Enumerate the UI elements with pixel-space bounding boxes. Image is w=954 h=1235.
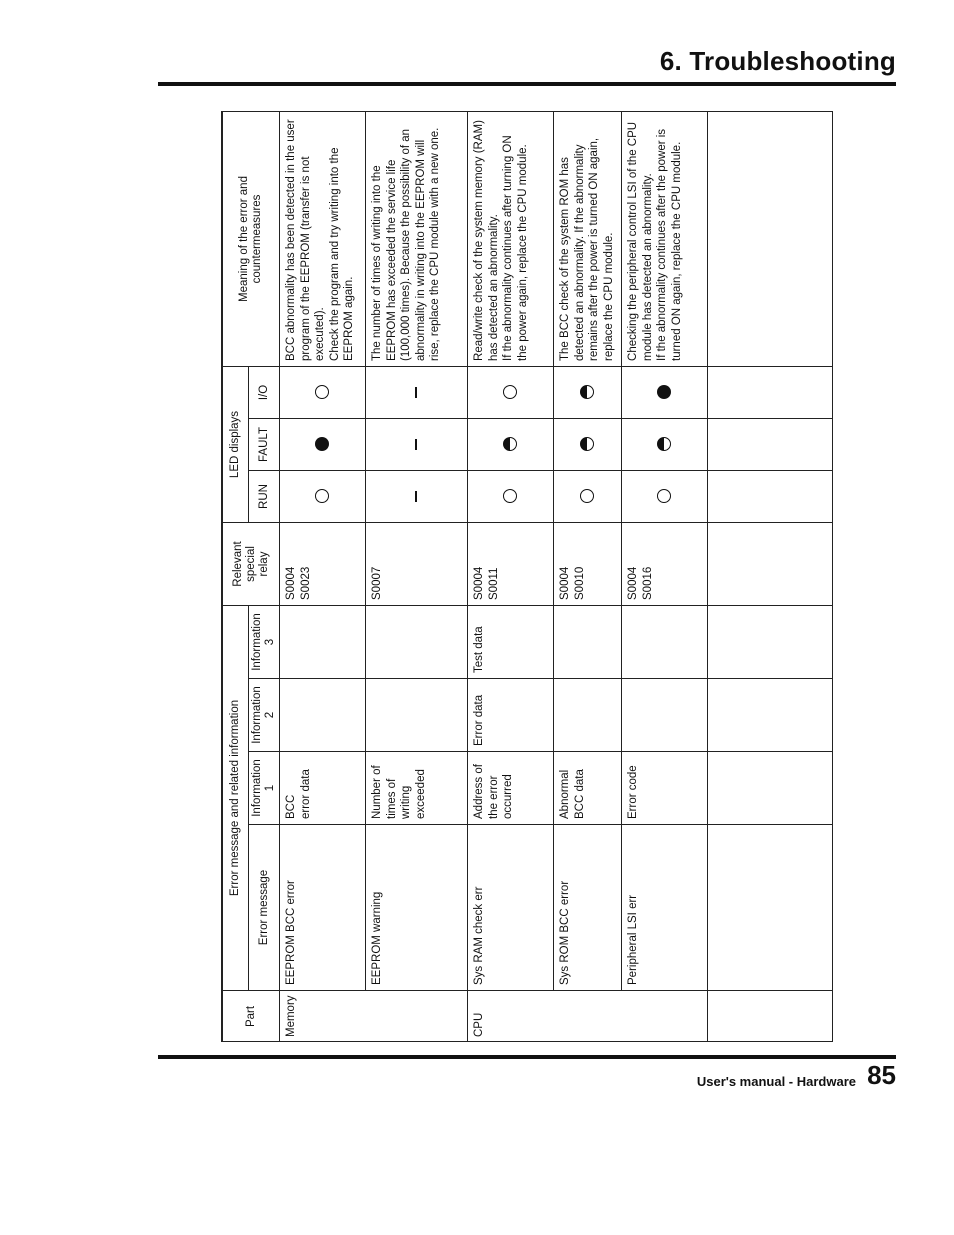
meaning-cell: Read/write check of the system memory (RAM) has detected an abnormality. If the abnormality continues after turning ON the power again, replace the CPU module.	[468, 111, 554, 366]
info1-cell: Error code	[622, 752, 708, 825]
footer-rule	[158, 1055, 896, 1059]
led-run-cell	[280, 471, 366, 523]
header-part: Part	[223, 991, 280, 1043]
error-message-cell: Sys RAM check err	[468, 825, 554, 991]
info1-cell: Address of the error occurred	[468, 752, 554, 825]
info2-cell: Error data	[468, 679, 554, 752]
led-io-indicator	[503, 386, 517, 400]
led-io-indicator	[580, 386, 594, 400]
led-fault-indicator	[415, 439, 417, 450]
info2-cell	[554, 679, 622, 752]
section-title: 6. Troubleshooting	[659, 46, 896, 76]
led-fault-cell	[468, 419, 554, 471]
empty-cell	[708, 679, 834, 752]
info3-cell	[280, 606, 366, 679]
error-message-cell: EEPROM BCC error	[280, 825, 366, 991]
empty-cell	[708, 523, 834, 606]
table-row	[468, 111, 554, 1042]
header-led-run: RUN	[249, 471, 280, 523]
info1-cell: Number of times of writing exceeded	[366, 752, 468, 825]
info3-cell: Test data	[468, 606, 554, 679]
meaning-cell: Checking the peripheral control LSI of the CPU module has detected an abnormality. If the abnormality continues after the power is turned ON again, replace the CPU module.	[622, 111, 708, 366]
header-led-displays: LED displays	[223, 366, 249, 522]
led-io-indicator	[415, 387, 417, 398]
led-run-cell	[468, 471, 554, 523]
header-error-message: Error message	[249, 825, 280, 991]
header-relay: Relevant special relay	[223, 523, 280, 606]
led-run-indicator	[580, 490, 594, 504]
header-error-group: Error message and related information	[223, 606, 249, 991]
info2-cell	[622, 679, 708, 752]
part-cpu: CPU	[468, 991, 708, 1043]
led-fault-cell	[622, 419, 708, 471]
error-message-cell: EEPROM warning	[366, 825, 468, 991]
relay-cell: S0004 S0010	[554, 523, 622, 606]
info2-cell	[366, 679, 468, 752]
empty-cell	[708, 991, 834, 1043]
led-fault-indicator	[503, 438, 517, 452]
header-info-3: Information 3	[249, 606, 280, 679]
empty-cell	[708, 111, 834, 366]
table-row	[622, 111, 708, 1042]
header-meaning: Meaning of the error and countermeasures	[223, 111, 280, 366]
empty-cell	[708, 752, 834, 825]
led-fault-indicator	[315, 438, 329, 452]
led-run-indicator	[503, 490, 517, 504]
led-run-indicator	[657, 490, 671, 504]
header-led-io: I/O	[249, 366, 280, 418]
led-fault-cell	[280, 419, 366, 471]
info3-cell	[622, 606, 708, 679]
info3-cell	[554, 606, 622, 679]
table-row	[554, 111, 622, 1042]
info1-cell: Abnormal BCC data	[554, 752, 622, 825]
info2-cell	[280, 679, 366, 752]
led-fault-indicator	[657, 438, 671, 452]
table-row-empty	[708, 111, 834, 1042]
empty-cell	[708, 825, 834, 991]
table-row	[366, 111, 468, 1042]
error-table	[222, 111, 833, 1042]
led-io-indicator	[315, 386, 329, 400]
led-run-cell	[554, 471, 622, 523]
info3-cell	[366, 606, 468, 679]
error-table-rotated	[222, 112, 833, 1042]
led-run-indicator	[415, 491, 417, 502]
relay-cell: S0007	[366, 523, 468, 606]
meaning-cell: BCC abnormality has been detected in the user program of the EEPROM (transfer is not executed). Check the program and try writing into the EEPROM again.	[280, 111, 366, 366]
led-io-cell	[468, 366, 554, 418]
led-fault-indicator	[580, 438, 594, 452]
header-info-1: Information 1	[249, 752, 280, 825]
led-run-indicator	[315, 490, 329, 504]
error-message-cell: Peripheral LSI err	[622, 825, 708, 991]
empty-cell	[708, 419, 834, 471]
error-table-frame	[221, 111, 833, 1042]
part-memory: Memory	[280, 991, 468, 1043]
led-fault-cell	[554, 419, 622, 471]
info1-cell: BCC error data	[280, 752, 366, 825]
header-info-2: Information 2	[249, 679, 280, 752]
empty-cell	[708, 366, 834, 418]
relay-cell: S0004 S0016	[622, 523, 708, 606]
led-io-cell	[280, 366, 366, 418]
relay-cell: S0004 S0011	[468, 523, 554, 606]
table-row	[280, 111, 366, 1042]
led-run-cell	[366, 471, 468, 523]
page-number: 85	[867, 1060, 896, 1090]
error-message-cell: Sys ROM BCC error	[554, 825, 622, 991]
relay-cell: S0004 S0023	[280, 523, 366, 606]
empty-cell	[708, 606, 834, 679]
led-io-cell	[554, 366, 622, 418]
header-rule	[158, 82, 896, 86]
meaning-cell: The number of times of writing into the EEPROM has exceeded the service life (100,000 times). Because the possibility of an abnormality in writing into the EEPROM will rise, replace the CPU module with a new one.	[366, 111, 468, 366]
led-io-cell	[622, 366, 708, 418]
led-io-cell	[366, 366, 468, 418]
led-io-indicator	[657, 386, 671, 400]
footer-manual-title: User's manual - Hardware	[696, 1074, 856, 1089]
header-led-fault: FAULT	[249, 419, 280, 471]
meaning-cell: The BCC check of the system ROM has detected an abnormality. If the abnormality remains after the power is turned ON again, replace the CPU module.	[554, 111, 622, 366]
led-run-cell	[622, 471, 708, 523]
empty-cell	[708, 471, 834, 523]
led-fault-cell	[366, 419, 468, 471]
